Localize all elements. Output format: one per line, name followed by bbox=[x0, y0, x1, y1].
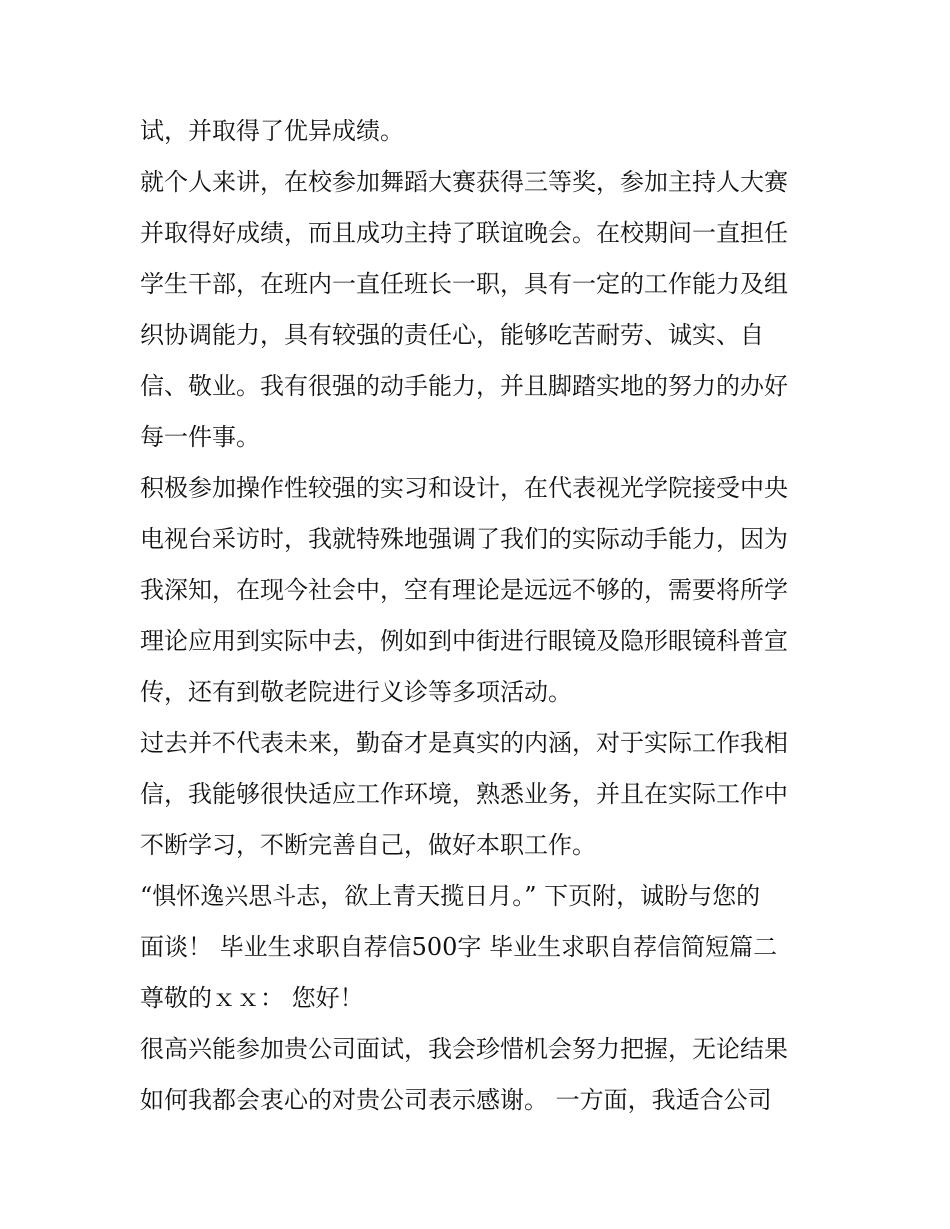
text-line: 过去并不代表未来，勤奋才是真实的内涵，对于实际工作我相 bbox=[140, 729, 788, 757]
text-line: 织协调能力，具有较强的责任心，能够吃苦耐劳、诚实、自 bbox=[140, 321, 764, 349]
text-line: 学生干部，在班内一直任班长一职，具有一定的工作能力及组 bbox=[140, 270, 788, 298]
text-line: 信，我能够很快适应工作环境，熟悉业务，并且在实际工作中 bbox=[140, 780, 788, 808]
text-line: 传，还有到敬老院进行义诊等多项活动。 bbox=[140, 678, 572, 706]
text-line: 积极参加操作性较强的实习和设计，在代表视光学院接受中央 bbox=[140, 474, 788, 502]
document-body bbox=[140, 106, 820, 1126]
text-line: 并取得好成绩，而且成功主持了联谊晚会。在校期间一直担任 bbox=[140, 219, 788, 247]
text-line: “惧怀逸兴思斗志，欲上青天揽日月。” 下页附，诚盼与您的 bbox=[140, 882, 761, 910]
text-line: 面谈！ 毕业生求职自荐信500字 毕业生求职自荐信简短篇二 bbox=[140, 933, 778, 961]
text-line: 试，并取得了优异成绩。 bbox=[140, 117, 404, 145]
text-line: 如何我都会衷心的对贵公司表示感谢。 一方面，我适合公司 bbox=[140, 1086, 772, 1114]
text-line: 理论应用到实际中去，例如到中街进行眼镜及隐形眼镜科普宣 bbox=[140, 627, 788, 655]
text-line: 不断学习，不断完善自己，做好本职工作。 bbox=[140, 831, 596, 859]
text-line: 每一件事。 bbox=[140, 423, 260, 451]
text-line: 就个人来讲，在校参加舞蹈大赛获得三等奖，参加主持人大赛 bbox=[140, 168, 788, 196]
text-line: 我深知，在现今社会中，空有理论是远远不够的，需要将所学 bbox=[140, 576, 788, 604]
text-line: 很高兴能参加贵公司面试，我会珍惜机会努力把握，无论结果 bbox=[140, 1035, 788, 1063]
text-line: 尊敬的ｘｘ： 您好！ bbox=[140, 984, 364, 1012]
text-line: 信、敬业。我有很强的动手能力，并且脚踏实地的努力的办好 bbox=[140, 372, 788, 400]
text-line: 电视台采访时，我就特殊地强调了我们的实际动手能力，因为 bbox=[140, 525, 788, 553]
